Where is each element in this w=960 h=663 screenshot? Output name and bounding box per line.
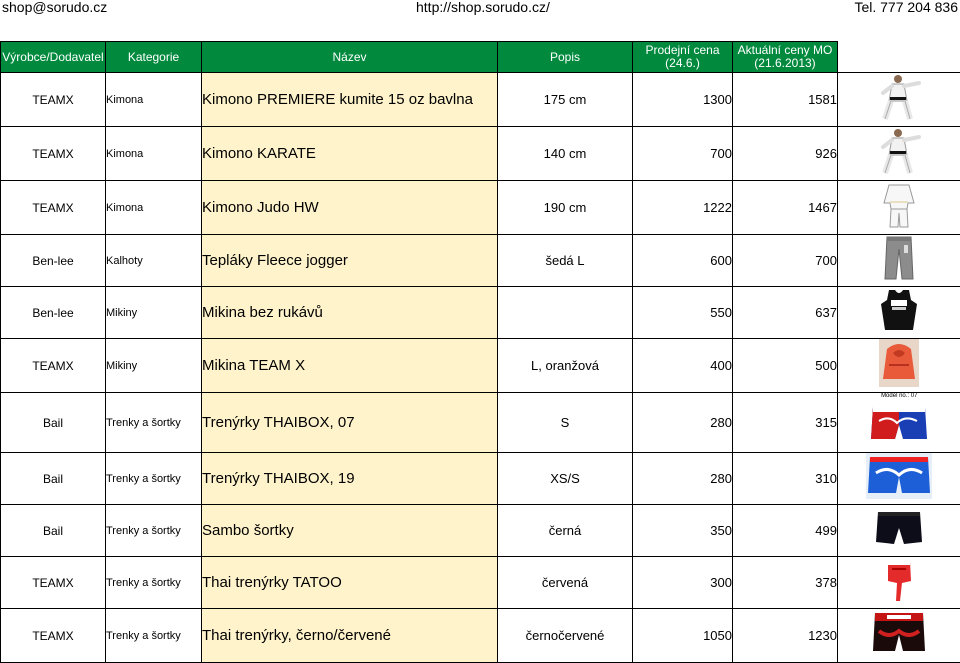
current-header-line1: Aktuální ceny MO (738, 43, 833, 57)
product-name-cell: Kimono Judo HW (202, 181, 498, 235)
jogger-pants-icon (883, 235, 915, 281)
description-cell: červená (498, 557, 633, 609)
sleeveless-shirt-icon (879, 288, 919, 332)
product-image-cell (838, 393, 960, 453)
product-name-cell: Sambo šortky (202, 505, 498, 557)
price-cell: 600 (633, 235, 733, 287)
shop-phone: Tel. 777 204 836 (854, 0, 958, 14)
description-cell: černočervené (498, 609, 633, 663)
product-table (0, 41, 960, 663)
table-row (1, 609, 960, 663)
vendor-cell: TEAMX (1, 181, 106, 235)
product-image-cell (838, 127, 960, 181)
price-cell: 350 (633, 505, 733, 557)
vendor-cell: Ben-lee (1, 287, 106, 339)
product-image-cell (838, 235, 960, 287)
table-row (1, 127, 960, 181)
vendor-cell: Bail (1, 505, 106, 557)
vendor-cell: Bail (1, 393, 106, 453)
product-name-cell: Tepláky Fleece jogger (202, 235, 498, 287)
karate-kimono-icon (877, 127, 921, 175)
description-cell: L, oranžová (498, 339, 633, 393)
karate-kimono-icon (877, 73, 921, 121)
product-name-cell: Kimono PREMIERE kumite 15 oz bavlna (202, 73, 498, 127)
table-row (1, 235, 960, 287)
category-cell: Trenky a šortky (106, 609, 202, 663)
category-cell: Kimona (106, 181, 202, 235)
price-header-line2: (24.6.) (665, 56, 700, 70)
header-row (1, 42, 960, 73)
table-row (1, 73, 960, 127)
current-price-cell: 700 (733, 235, 838, 287)
category-cell: Trenky a šortky (106, 505, 202, 557)
product-image-cell (838, 287, 960, 339)
price-cell: 1300 (633, 73, 733, 127)
price-cell: 550 (633, 287, 733, 339)
category-cell: Mikiny (106, 339, 202, 393)
image-caption: Model no.: 07 (838, 393, 960, 399)
col-description-header: Popis (498, 42, 633, 73)
product-image-cell (838, 505, 960, 557)
table-row (1, 453, 960, 505)
price-cell: 280 (633, 393, 733, 453)
price-cell: 280 (633, 453, 733, 505)
table-row (1, 393, 960, 453)
black-red-thai-shorts-icon (871, 609, 927, 657)
col-image-header (838, 42, 960, 73)
product-image-cell (838, 557, 960, 609)
product-image-cell (838, 73, 960, 127)
shop-email[interactable]: shop@sorudo.cz (2, 0, 107, 14)
vendor-cell: TEAMX (1, 557, 106, 609)
current-header-line2: (21.6.2013) (754, 56, 815, 70)
vendor-cell: Ben-lee (1, 235, 106, 287)
vendor-cell: TEAMX (1, 127, 106, 181)
current-price-cell: 310 (733, 453, 838, 505)
category-cell: Kimona (106, 73, 202, 127)
description-cell: šedá L (498, 235, 633, 287)
table-row (1, 505, 960, 557)
product-name-cell: Thai trenýrky TATOO (202, 557, 498, 609)
current-price-cell: 1581 (733, 73, 838, 127)
description-cell: 140 cm (498, 127, 633, 181)
description-cell: XS/S (498, 453, 633, 505)
product-name-cell: Trenýrky THAIBOX, 19 (202, 453, 498, 505)
current-price-cell: 500 (733, 339, 838, 393)
category-cell: Trenky a šortky (106, 393, 202, 453)
category-cell: Trenky a šortky (106, 557, 202, 609)
description-cell: 190 cm (498, 181, 633, 235)
vendor-cell: TEAMX (1, 339, 106, 393)
product-image-cell (838, 453, 960, 505)
current-price-cell: 1467 (733, 181, 838, 235)
table-row (1, 287, 960, 339)
category-cell: Trenky a šortky (106, 453, 202, 505)
thaibox-shorts-red-blue-icon (869, 399, 929, 447)
current-price-cell: 499 (733, 505, 838, 557)
vendor-cell: TEAMX (1, 609, 106, 663)
price-cell: 400 (633, 339, 733, 393)
vendor-cell: TEAMX (1, 73, 106, 127)
price-cell: 700 (633, 127, 733, 181)
red-thai-shorts-icon (882, 557, 916, 603)
price-cell: 1222 (633, 181, 733, 235)
product-name-cell: Kimono KARATE (202, 127, 498, 181)
col-vendor-header: Výrobce/Dodavatel (1, 42, 106, 73)
product-name-cell: Thai trenýrky, černo/červené (202, 609, 498, 663)
thaibox-shorts-blue-icon (866, 453, 932, 499)
price-cell: 1050 (633, 609, 733, 663)
col-category-header: Kategorie (106, 42, 202, 73)
current-price-cell: 926 (733, 127, 838, 181)
orange-hoodie-icon (879, 339, 919, 387)
col-price-header (633, 42, 733, 73)
table-row (1, 557, 960, 609)
top-bar (0, 0, 960, 18)
price-header-line1: Prodejní cena (645, 43, 719, 57)
category-cell: Mikiny (106, 287, 202, 339)
table-row (1, 339, 960, 393)
description-cell: černá (498, 505, 633, 557)
current-price-cell: 315 (733, 393, 838, 453)
product-name-cell: Mikina bez rukávů (202, 287, 498, 339)
description-cell: 175 cm (498, 73, 633, 127)
description-cell (498, 287, 633, 339)
product-name-cell: Mikina TEAM X (202, 339, 498, 393)
category-cell: Kimona (106, 127, 202, 181)
product-name-cell: Trenýrky THAIBOX, 07 (202, 393, 498, 453)
col-name-header: Název (202, 42, 498, 73)
shop-url[interactable]: http://shop.sorudo.cz/ (416, 0, 550, 14)
black-shorts-icon (874, 508, 924, 548)
product-image-cell (838, 339, 960, 393)
current-price-cell: 378 (733, 557, 838, 609)
current-price-cell: 1230 (733, 609, 838, 663)
current-price-cell: 637 (733, 287, 838, 339)
description-cell: S (498, 393, 633, 453)
category-cell: Kalhoty (106, 235, 202, 287)
table-row (1, 181, 960, 235)
price-cell: 300 (633, 557, 733, 609)
product-image-cell (838, 181, 960, 235)
judo-kimono-icon (882, 181, 916, 229)
product-image-cell (838, 609, 960, 663)
vendor-cell: Bail (1, 453, 106, 505)
col-current-header (733, 42, 838, 73)
